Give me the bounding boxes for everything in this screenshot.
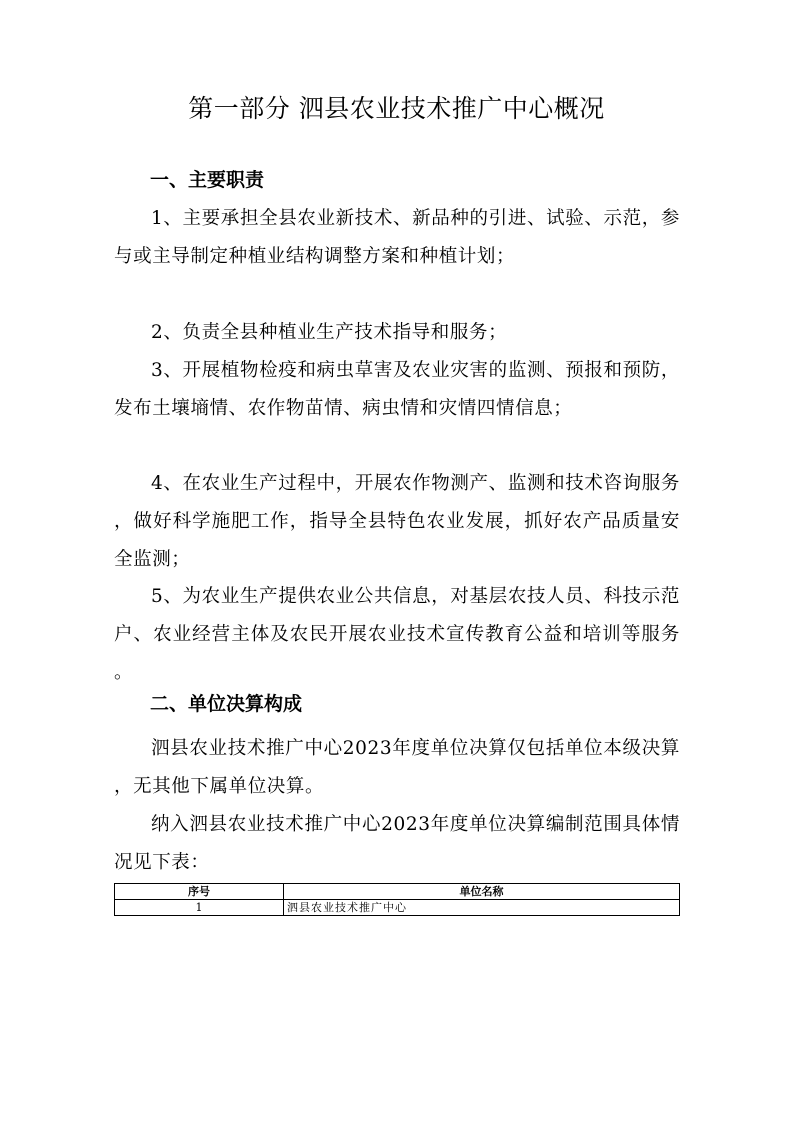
composition-paragraph-1: 泗县农业技术推广中心2023年度单位决算仅包括单位本级决算，无其他下属单位决算。 [114,738,680,797]
composition-paragraph-2: 纳入泗县农业技术推广中心2023年度单位决算编制范围具体情况见下表： [114,814,680,873]
duty-paragraph-5: 5、为农业生产提供农业公共信息，对基层农技人员、科技示范户、农业经营主体及农民开展农业技术宣传教育公益和培训等服务。 [114,586,680,683]
duty-paragraph-3: 3、开展植物检疫和病虫草害及农业灾害的监测、预报和预防，发布土壤墒情、农作物苗情、病虫情和灾情四情信息； [114,360,680,419]
unit-table [114,883,680,916]
section-heading-duties: 一、主要职责 [150,169,265,191]
table-cell-unit-name: 泗县农业技术推广中心 [284,900,680,916]
column-header-unit-name: 单位名称 [284,884,680,900]
duty-paragraph-4: 4、在农业生产过程中，开展农作物测产、监测和技术咨询服务，做好科学施肥工作，指导全县特色农业发展，抓好农产品质量安全监测； [114,473,680,570]
section-heading-composition: 二、单位决算构成 [150,693,303,715]
table-header-row [115,884,680,900]
duty-paragraph-1: 1、主要承担全县农业新技术、新品种的引进、试验、示范，参与或主导制定种植业结构调整方案和种植计划； [114,208,680,267]
column-header-seq: 序号 [115,884,284,900]
table-cell-seq: 1 [115,900,284,916]
table-row [115,900,680,916]
page-title: 第一部分 泗县农业技术推广中心概况 [188,94,605,123]
duty-paragraph-2: 2、负责全县种植业生产技术指导和服务； [151,322,508,343]
